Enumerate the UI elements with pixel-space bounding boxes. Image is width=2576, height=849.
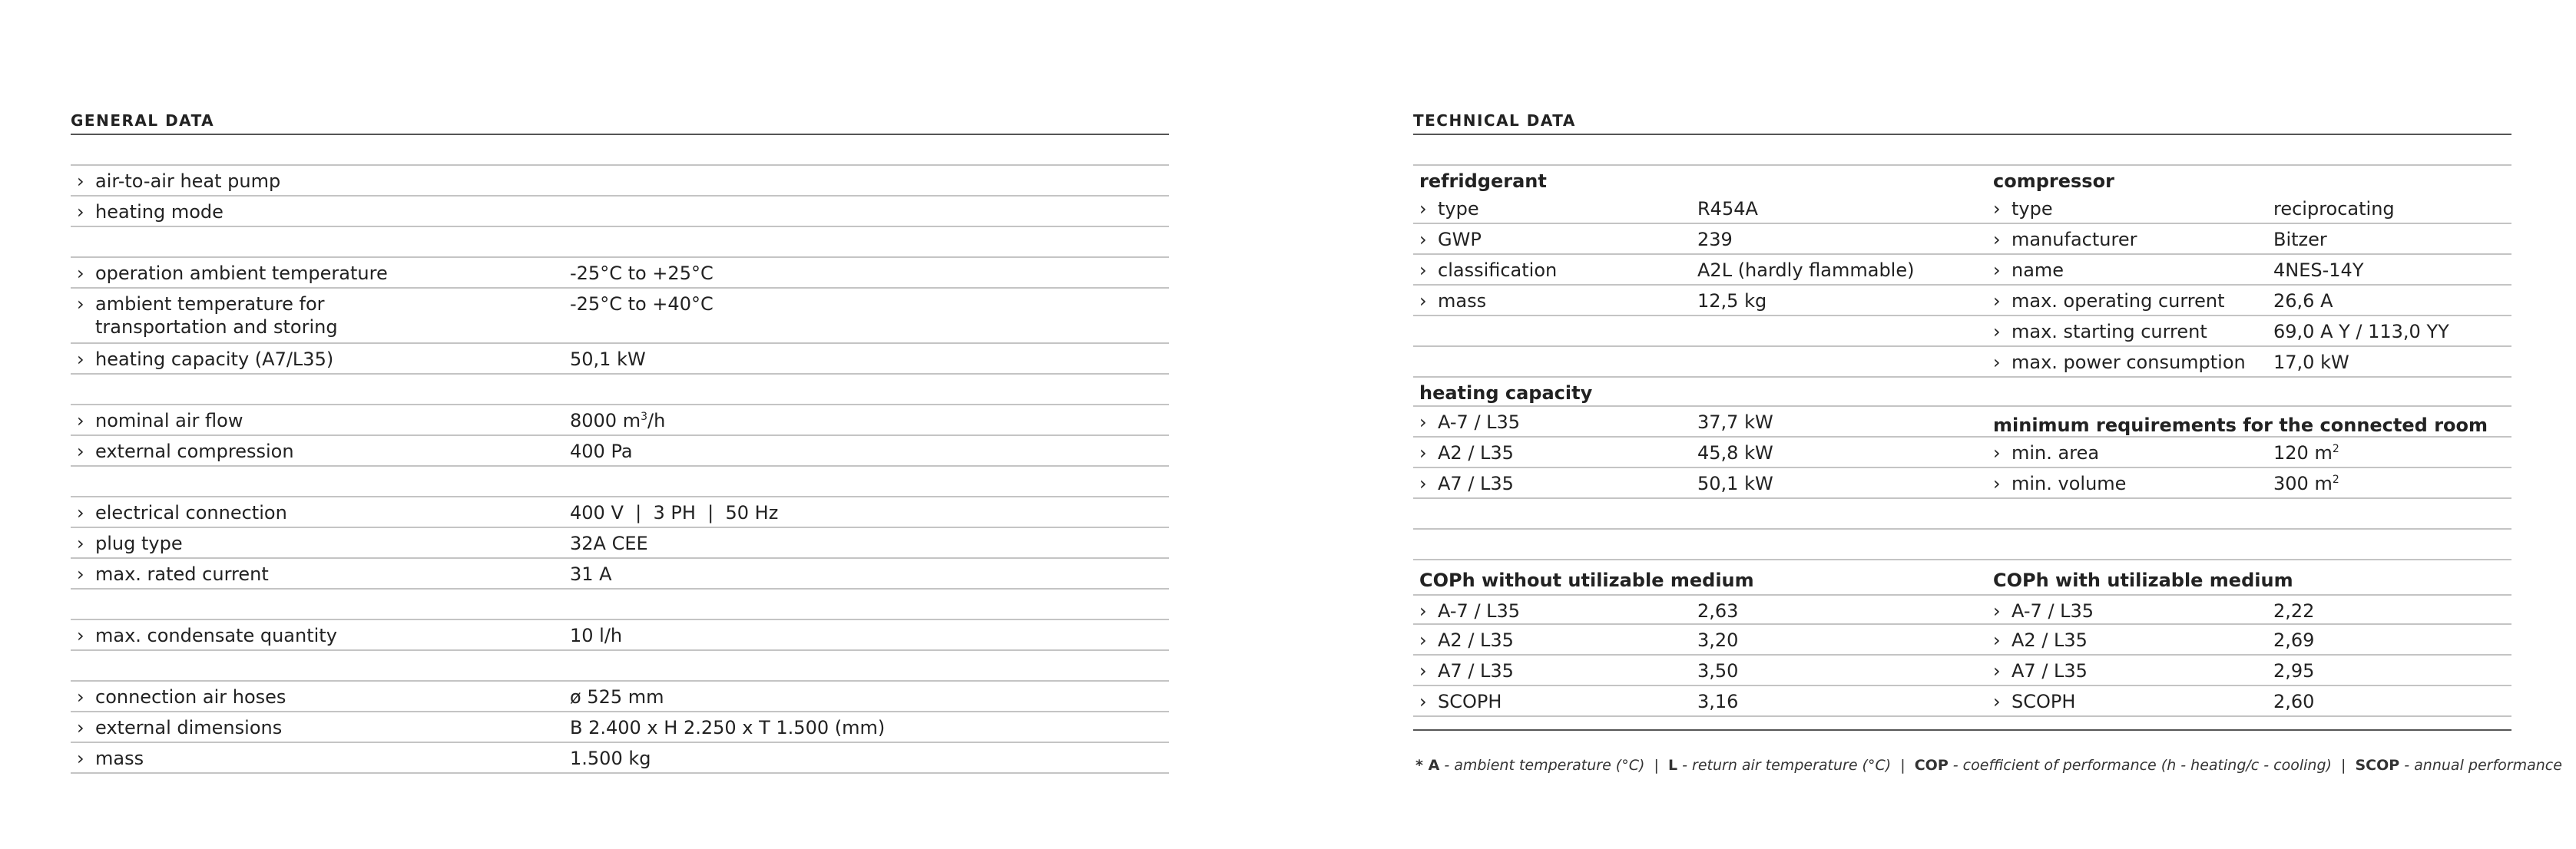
chevron-icon: › — [77, 686, 84, 708]
cop-without-heading: COPh without utilizable medium — [1419, 570, 1754, 591]
table-row: › plug type 32A CEE — [71, 528, 1169, 559]
chevron-icon: › — [1993, 321, 2001, 342]
chevron-icon: › — [77, 201, 84, 223]
spacer-row — [71, 590, 1169, 620]
technical-data-title: TECHNICAL DATA — [1413, 107, 2511, 135]
table-row: › nominal air flow 8000 $m^3/h$ — [71, 405, 1169, 436]
chevron-icon: › — [1419, 691, 1427, 712]
chevron-icon: › — [77, 410, 84, 431]
chevron-icon: › — [77, 263, 84, 284]
spacer-row — [71, 135, 1169, 166]
table-row: › mass 1.500 kg — [71, 743, 1169, 774]
technical-data-panel — [1413, 107, 2511, 731]
chevron-icon: › — [1419, 229, 1427, 250]
table-row: › heating capacity (A7/L35) 50,1 kW — [71, 344, 1169, 375]
chevron-icon: › — [1419, 290, 1427, 312]
section-heading-row — [1413, 166, 2511, 193]
table-row: › connection air hoses ø 525 mm — [71, 682, 1169, 712]
chevron-icon: › — [77, 625, 84, 646]
table-row: › external dimensions B 2.400 x H 2.250 x T 1.500 (mm) — [71, 712, 1169, 743]
general-data-title: GENERAL DATA — [71, 107, 1169, 135]
chevron-icon: › — [1993, 691, 2001, 712]
chevron-icon: › — [77, 748, 84, 769]
section-heading-row — [1413, 560, 2511, 594]
chevron-icon: › — [77, 717, 84, 738]
spacer-row — [1413, 499, 2511, 530]
chevron-icon: › — [1993, 352, 2001, 373]
section-heading-row — [1413, 378, 2511, 407]
chevron-icon: › — [77, 563, 84, 585]
table-row: › max. condensate quantity 10 l/h — [71, 620, 1169, 651]
table-row: › SCOPH 3,16 › SCOPH 2,60 — [1413, 686, 2511, 717]
chevron-icon: › — [77, 533, 84, 554]
compressor-heading: compressor — [1993, 170, 2114, 192]
chevron-icon: › — [1993, 229, 2001, 250]
heating-capacity-heading: heating capacity — [1419, 382, 1593, 404]
chevron-icon: › — [1993, 198, 2001, 220]
chevron-icon: › — [1419, 660, 1427, 682]
table-row: › ambient temperature for transportation and storing -25°C to +40°C — [71, 289, 1169, 344]
spacer-row — [1413, 717, 2511, 731]
chevron-icon: › — [1993, 442, 2001, 464]
chevron-icon: › — [1419, 198, 1427, 220]
chevron-icon: › — [77, 349, 84, 370]
chevron-icon: › — [1419, 411, 1427, 433]
room-requirements-heading: minimum requirements for the connected room — [1993, 415, 2488, 436]
chevron-icon: › — [1993, 290, 2001, 312]
chevron-icon: › — [1993, 259, 2001, 281]
chevron-icon: › — [1993, 600, 2001, 622]
table-row: › max. starting current 69,0 A Y / 113,0 YY — [1413, 316, 2511, 347]
table-row: › air-to-air heat pump — [71, 166, 1169, 197]
table-row: › type R454A › type reciprocating — [1413, 193, 2511, 224]
chevron-icon: › — [1419, 259, 1427, 281]
chevron-icon: › — [77, 441, 84, 462]
table-row: › GWP 239 › manufacturer Bitzer — [1413, 224, 2511, 255]
table-row: › operation ambient temperature -25°C to +25°C — [71, 258, 1169, 289]
table-row: › classification A2L (hardly flammable) › name 4NES-14Y — [1413, 255, 2511, 286]
footnote: * A - ambient temperature (°C) | L - return air temperature (°C) | COP - coefficient of performance (h - heating/c - cooling) | SCOP - annual performance — [1415, 757, 2562, 774]
spacer-row — [1413, 530, 2511, 560]
table-row: › A2 / L35 3,20 › A2 / L35 2,69 — [1413, 625, 2511, 656]
table-row: › A7 / L35 50,1 kW › min. volume 300 $m^2$ — [1413, 468, 2511, 499]
table-row: › mass 12,5 kg › max. operating current 26,6 A — [1413, 286, 2511, 316]
chevron-icon: › — [1993, 473, 2001, 494]
chevron-icon: › — [77, 170, 84, 192]
chevron-icon: › — [1993, 660, 2001, 682]
table-row: › max. rated current 31 A — [71, 559, 1169, 590]
spacer-row — [71, 651, 1169, 682]
spacer-row — [71, 467, 1169, 497]
chevron-icon: › — [1419, 629, 1427, 651]
spacer-row — [1413, 135, 2511, 166]
table-row: › electrical connection 400 V | 3 PH | 50 Hz — [71, 497, 1169, 528]
table-row: › A7 / L35 3,50 › A7 / L35 2,95 — [1413, 656, 2511, 686]
chevron-icon: › — [77, 502, 84, 524]
table-row: › A2 / L35 45,8 kW › min. area 120 $m^2$ — [1413, 438, 2511, 468]
chevron-icon: › — [1419, 473, 1427, 494]
chevron-icon: › — [1993, 629, 2001, 651]
cop-with-heading: COPh with utilizable medium — [1993, 570, 2293, 591]
table-row: › external compression 400 Pa — [71, 436, 1169, 467]
chevron-icon: › — [1419, 442, 1427, 464]
spacer-row — [71, 375, 1169, 405]
chevron-icon: › — [77, 293, 84, 315]
spacer-row — [71, 227, 1169, 258]
table-row: › heating mode — [71, 197, 1169, 227]
table-row: › A-7 / L35 2,63 › A-7 / L35 2,22 — [1413, 594, 2511, 625]
table-row: › max. power consumption 17,0 kW — [1413, 347, 2511, 378]
table-row: › A-7 / L35 37,7 kW minimum requirements for the connected room — [1413, 407, 2511, 438]
refridgerant-heading: refridgerant — [1419, 170, 1547, 192]
general-data-panel — [71, 107, 1169, 774]
chevron-icon: › — [1419, 600, 1427, 622]
